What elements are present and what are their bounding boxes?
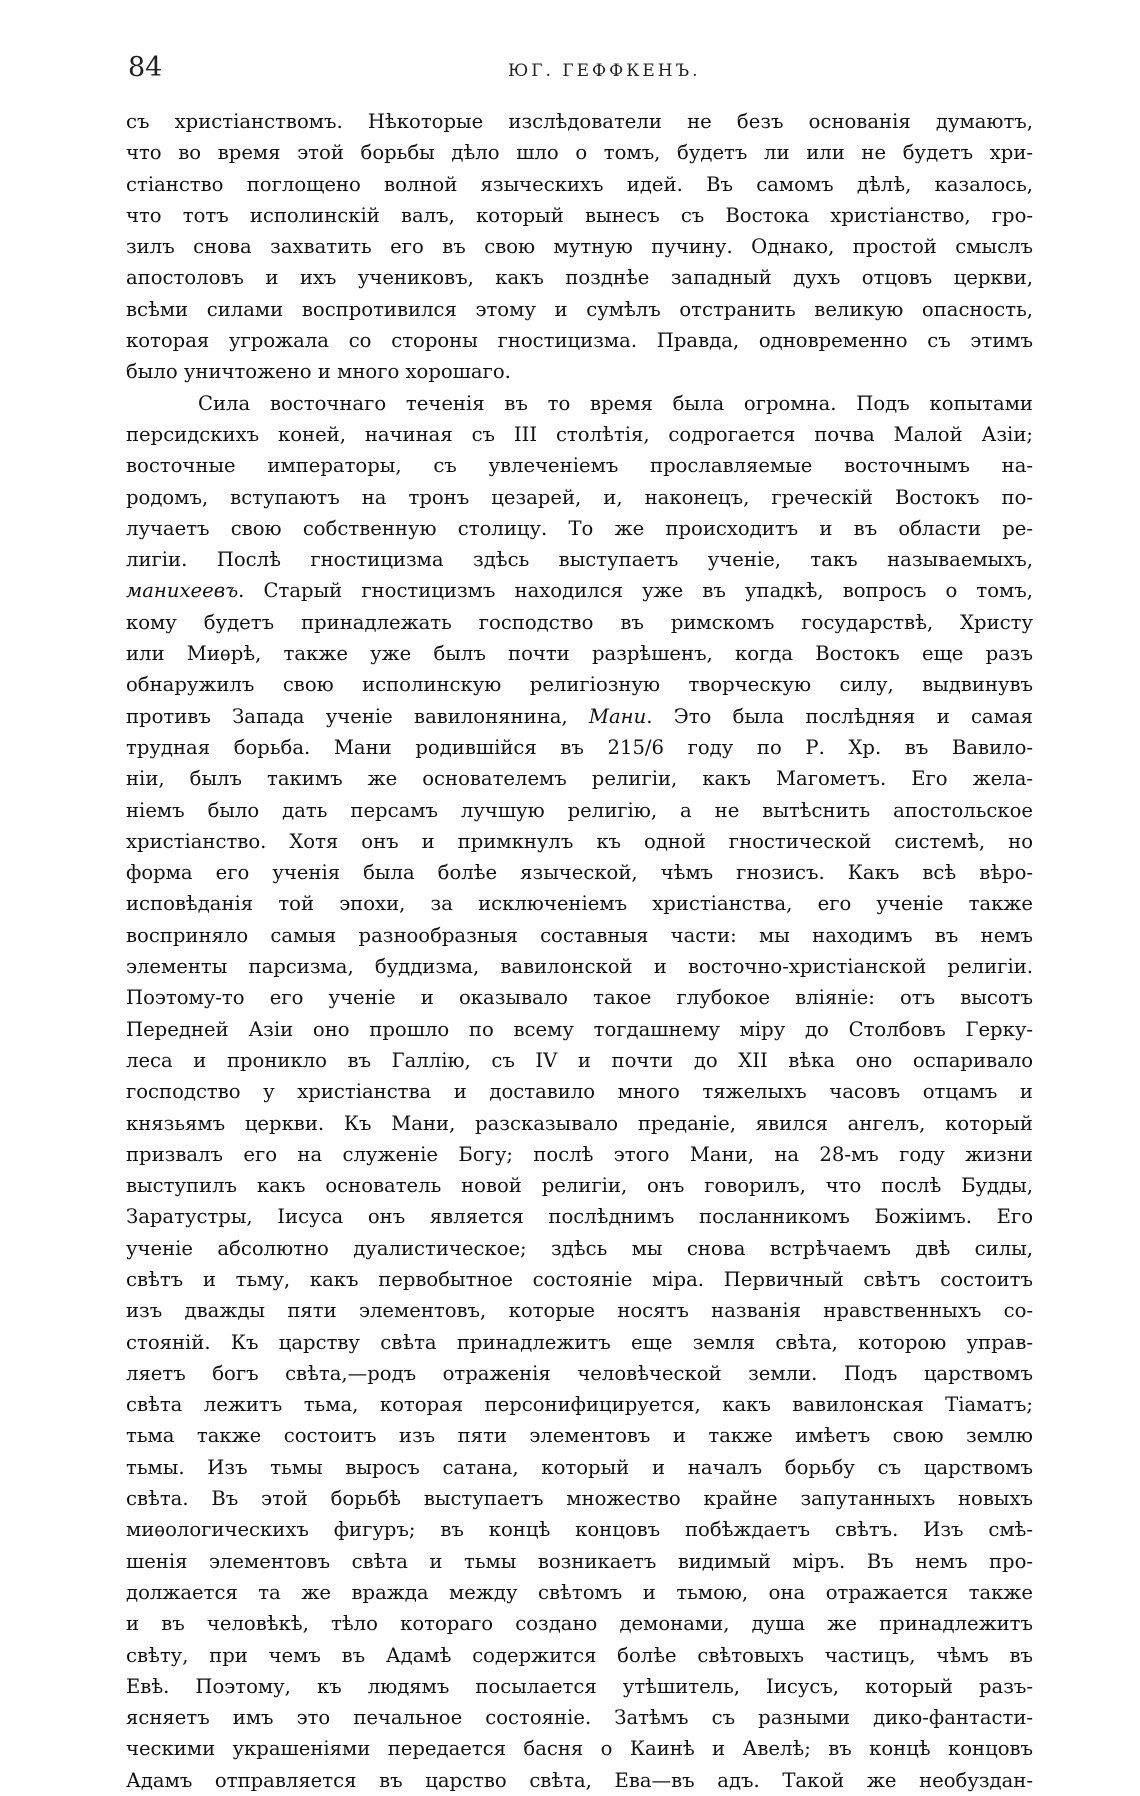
- text-line: выступилъ какъ основатель новой религіи, онъ говорилъ, что послѣ Будды,: [126, 1174, 1033, 1198]
- text-line: должается та же вражда между свѣтомъ и тьмою, она отражается также: [126, 1580, 1033, 1604]
- text-line: форма его ученія была болѣе языческой, чѣмъ гнозисъ. Какъ всѣ вѣро-: [126, 861, 1033, 885]
- text-line: свѣта. Въ этой борьбѣ выступаетъ множество крайне запутанныхъ новыхъ: [126, 1487, 1033, 1511]
- text-line: Заратустры, Іисуса онъ является послѣднимъ посланникомъ Божіимъ. Его: [126, 1205, 1033, 1229]
- running-head: ЮГ. ГЕФФКЕНЪ.: [508, 61, 701, 81]
- text-line: ческими украшеніями передается басня о Каинѣ и Авелѣ; въ концѣ концовъ: [126, 1737, 1033, 1761]
- text-line: что тотъ исполинскій валъ, который вынесъ съ Востока христіанство, гро-: [126, 203, 1033, 227]
- text-line: ніи, былъ такимъ же основателемъ религіи, какъ Магометъ. Его жела-: [126, 767, 1033, 791]
- text-fragment: . Это была послѣдняя и самая: [646, 704, 1033, 728]
- text-line: лигіи. Послѣ гностицизма здѣсь выступаетъ ученіе, такъ называемыхъ,: [126, 548, 1033, 572]
- text-line: ученіе абсолютно дуалистическое; здѣсь мы снова встрѣчаемъ двѣ силы,: [126, 1236, 1033, 1260]
- page-number: 84: [128, 52, 163, 83]
- text-line: князьямъ церкви. Къ Мани, разсказывало преданіе, явился ангелъ, который: [126, 1111, 1033, 1135]
- text-line: Передней Азіи оно прошло по всему тогдашнему міру до Столбовъ Герку-: [126, 1017, 1033, 1041]
- page-header: [128, 50, 1033, 90]
- text-line: тьма также состоитъ изъ пяти элементовъ и также имѣетъ свою землю: [126, 1424, 1033, 1448]
- text-line: или Миѳрѣ, также уже былъ почти разрѣшенъ, когда Востокъ еще разъ: [126, 642, 1033, 666]
- text-line: кому будетъ принадлежать господство въ римскомъ государствѣ, Христу: [126, 610, 1033, 634]
- text-line: свѣтъ и тьму, какъ первобытное состояніе міра. Первичный свѣтъ состоитъ: [126, 1267, 1033, 1291]
- text-line: леса и проникло въ Галлію, съ IV и почти до XII вѣка оно оспаривало: [126, 1048, 1033, 1072]
- text-line: всѣми силами воспротивился этому и сумѣлъ отстранить великую опасность,: [126, 297, 1033, 321]
- text-line: зилъ снова захватить его въ свою мутную пучину. Однако, простой смыслъ: [126, 235, 1033, 259]
- text-line: восточные императоры, съ увлеченіемъ прославляемые восточнымъ на-: [126, 454, 1033, 478]
- text-line: апостоловъ и ихъ учениковъ, какъ позднѣе западный духъ отцовъ церкви,: [126, 266, 1033, 290]
- text-line: изъ дважды пяти элементовъ, которые носятъ названія нравственныхъ со-: [126, 1299, 1033, 1323]
- text-line: Сила восточнаго теченія въ то время была огромна. Подъ копытами: [198, 391, 1033, 415]
- italic-term: Мани: [588, 704, 647, 728]
- text-line: призвалъ его на служеніе Богу; послѣ этого Мани, на 28-мъ году жизни: [126, 1142, 1033, 1166]
- text-line: ясняетъ имъ это печальное состояніе. Затѣмъ съ разными дико-фантасти-: [126, 1706, 1033, 1730]
- text-line: стояній. Къ царству свѣта принадлежитъ еще земля свѣта, которою управ-: [126, 1330, 1033, 1354]
- text-line: свѣту, при чемъ въ Адамѣ содержится болѣе свѣтовыхъ частицъ, чѣмъ въ: [126, 1643, 1033, 1667]
- text-line: шенія элементовъ свѣта и тьмы возникаетъ видимый міръ. Въ немъ про-: [126, 1549, 1033, 1573]
- text-line: трудная борьба. Мани родившійся въ 215/6 году по Р. Хр. въ Вавило-: [126, 735, 1033, 759]
- text-line: ляетъ богъ свѣта,—родъ отраженія человѣческой земли. Подъ царствомъ: [126, 1361, 1033, 1385]
- text-line: персидскихъ коней, начиная съ III столѣтія, содрогается почва Малой Азіи;: [126, 422, 1033, 446]
- text-line: исповѣданія той эпохи, за исключеніемъ христіанства, его ученіе также: [126, 892, 1033, 916]
- text-line: христіанство. Хотя онъ и примкнулъ къ одной гностической системѣ, но: [126, 829, 1033, 853]
- text-line: и въ человѣкѣ, тѣло котораго создано демонами, душа же принадлежитъ: [126, 1612, 1033, 1636]
- text-line: стіанство поглощено волной языческихъ идей. Въ самомъ дѣлѣ, казалось,: [126, 172, 1033, 196]
- text-line: Адамъ отправляется въ царство свѣта, Ева—въ адъ. Такой же необуздан-: [126, 1768, 1033, 1792]
- text-line: господство у христіанства и доставило много тяжелыхъ часовъ отцамъ и: [126, 1080, 1033, 1104]
- text-fragment: . Старый гностицизмъ находился уже въ упадкѣ, вопросъ о томъ,: [238, 579, 1033, 603]
- text-line: Евѣ. Поэтому, къ людямъ посылается утѣшитель, Іисусъ, который разъ-: [126, 1674, 1033, 1698]
- text-line: ніемъ было дать персамъ лучшую религію, а не вытѣснить апостольское: [126, 798, 1033, 822]
- italic-term: манихеевъ: [126, 579, 239, 603]
- text-line: [126, 575, 1033, 606]
- text-fragment: противъ Запада ученіе вавилонянина,: [126, 704, 568, 728]
- text-line: съ христіанствомъ. Нѣкоторые изслѣдователи не безъ основанія думаютъ,: [126, 110, 1033, 133]
- text-line: элементы парсизма, буддизма, вавилонской и восточно-христіанской религіи.: [126, 955, 1033, 979]
- text-line: миѳологическихъ фигуръ; въ концѣ концовъ побѣждаетъ свѣтъ. Изъ смѣ-: [126, 1518, 1033, 1542]
- text-line: которая угрожала со стороны гностицизма. Правда, одновременно съ этимъ: [126, 329, 1033, 353]
- text-line: свѣта лежитъ тьма, которая персонифицируется, какъ вавилонская Тіаматъ;: [126, 1393, 1033, 1417]
- text-line: [126, 701, 1033, 732]
- text-line: обнаружилъ свою исполинскую религіозную творческую силу, выдвинувъ: [126, 673, 1033, 697]
- text-line: тьмы. Изъ тьмы выросъ сатана, который и началъ борьбу съ царствомъ: [126, 1455, 1033, 1479]
- text-line: лучаетъ свою собственную столицу. То же происходитъ и въ области ре-: [126, 516, 1033, 540]
- text-line: восприняло самыя разнообразныя составныя части: мы находимъ въ немъ: [126, 923, 1033, 947]
- text-line: было уничтожено и много хорошаго.: [126, 360, 511, 384]
- text-line: Поэтому-то его ученіе и оказывало такое глубокое вліяніе: отъ высотъ: [126, 986, 1033, 1010]
- text-line: что во время этой борьбы дѣло шло о томъ, будетъ ли или не будетъ хри-: [126, 141, 1033, 165]
- text-line: родомъ, вступаютъ на тронъ цезарей, и, наконецъ, греческій Востокъ по-: [126, 485, 1033, 509]
- body-text: [126, 106, 1033, 1796]
